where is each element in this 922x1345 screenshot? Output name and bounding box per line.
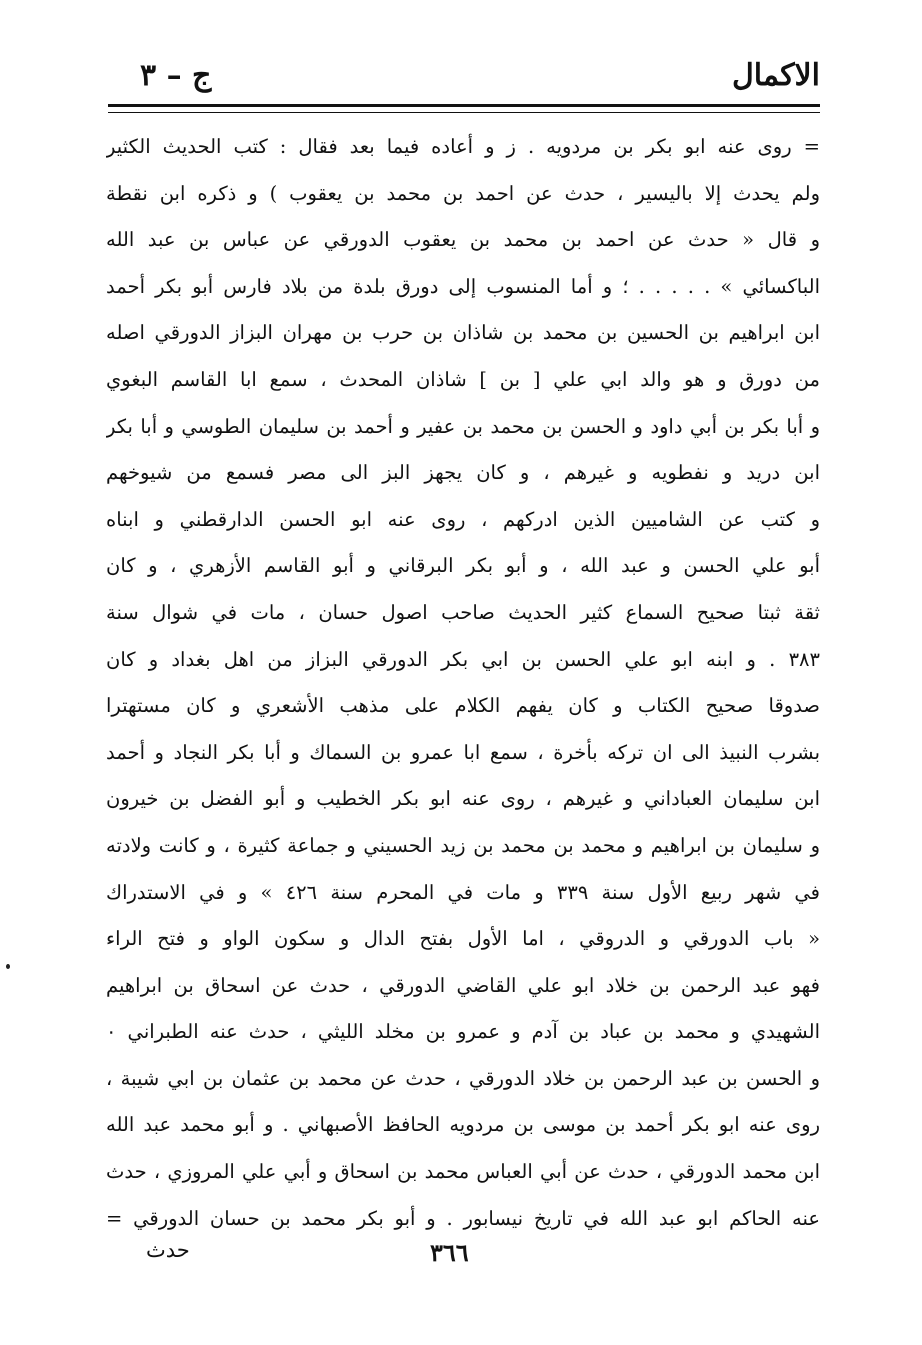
text-line: بشرب النبيذ الى ان تركه بأخرة ، سمع ابا عمرو بن السماك و أبا بكر النجاد و أحمد [106, 740, 820, 764]
book-title: الاكمال [731, 58, 820, 93]
header-rule-thick [108, 104, 820, 107]
text-line: فهو عبد الرحمن بن خلاد ابو علي القاضي الدورقي ، حدث عن اسحاق بن ابراهيم [106, 973, 820, 997]
catchword: حدث [146, 1238, 190, 1262]
text-line: ابن دريد و نفطويه و غيرهم ، و كان يجهز البز الى مصر فسمع من شيوخهم [106, 461, 820, 485]
page-footer [100, 1238, 820, 1278]
text-line: = روى عنه ابو بكر بن مردويه . ز و أعاده فيما بعد فقال : كتب الحديث الكثير [106, 135, 820, 158]
text-line: ٣٨٣ . و ابنه ابو علي الحسن بن ابي بكر الدورقي البزاز من اهل بغداد و كان [106, 647, 820, 671]
header-rule-thin [108, 112, 820, 113]
text-line: ابن محمد الدورقي ، حدث عن أبي العباس محمد بن اسحاق و أبي علي المروزي ، حدث [106, 1160, 820, 1184]
text-line: روى عنه ابو بكر أحمد بن موسى بن مردويه الحافظ الأصبهاني . و أبو محمد عبد الله [106, 1113, 820, 1137]
text-line: في شهر ربيع الأول سنة ٣٣٩ و مات في المحرم سنة ٤٢٦ » و في الاستدراك [106, 880, 820, 904]
text-line: صدوقا صحيح الكتاب و كان يفهم الكلام على مذهب الأشعري و كان مستهترا [106, 694, 820, 718]
text-line: عنه الحاكم ابو عبد الله في تاريخ نيسابور . و أبو بكر محمد بن حسان الدورقي = [106, 1206, 820, 1230]
text-line: و قال « حدث عن احمد بن محمد بن يعقوب الدورقي عن عباس بن عبد الله [106, 228, 820, 252]
text-line: ولم يحدث إلا باليسير ، حدث عن احمد بن محمد بن يعقوب ) و ذكره ابن نقطة [106, 181, 820, 205]
volume-number: ج – ٣ [140, 58, 212, 93]
running-header [100, 58, 820, 102]
text-line: ابن سليمان العباداني و غيرهم ، روى عنه ابو بكر الخطيب و أبو الفضل بن خيرون [106, 787, 820, 811]
text-line: ابن ابراهيم بن الحسين بن محمد بن شاذان بن حرب بن مهران البزاز الدورقي اصله [106, 321, 820, 345]
text-line: ثقة ثبتا صحيح السماع كثير الحديث صاحب اصول حسان ، مات في شوال سنة [106, 600, 820, 624]
text-line: الشهيدي و محمد بن عباد بن آدم و عمرو بن مخلد الليثي ، حدث عنه الطبراني ٠ [106, 1020, 820, 1044]
scan-speck [6, 964, 10, 969]
text-line: الباكسائي » . . . . . ؛ و أما المنسوب إلى دورق بلدة من بلاد فارس أبو بكر أحمد [106, 274, 820, 298]
text-line: و أبا بكر بن أبي داود و الحسن بن محمد بن عفير و أحمد بن سليمان الطوسي و أبا بكر [106, 414, 820, 438]
text-line: « باب الدورقي و الدروقي ، اما الأول بفتح الدال و سكون الواو و فتح الراء [106, 927, 820, 951]
text-line: أبو علي الحسن و عبد الله ، و أبو بكر البرقاني و أبو القاسم الأزهري ، و كان [106, 554, 820, 578]
main-text-block [106, 124, 820, 1242]
text-line: و كتب عن الشاميين الذين ادركهم ، روى عنه ابو الحسن الدارقطني و ابناه [106, 507, 820, 531]
text-line: و الحسن بن عبد الرحمن بن خلاد الدورقي ، حدث عن محمد بن عثمان بن ابي شيبة ، [106, 1066, 820, 1090]
text-line: و سليمان بن ابراهيم و محمد بن محمد بن زيد الحسيني و جماعة كثيرة ، و كانت ولادته [106, 833, 820, 857]
text-line: من دورق و هو والد ابي علي [ بن ] شاذان المحدث ، سمع ابا القاسم البغوي [106, 367, 820, 391]
page-number: ٣٦٦ [430, 1238, 469, 1267]
